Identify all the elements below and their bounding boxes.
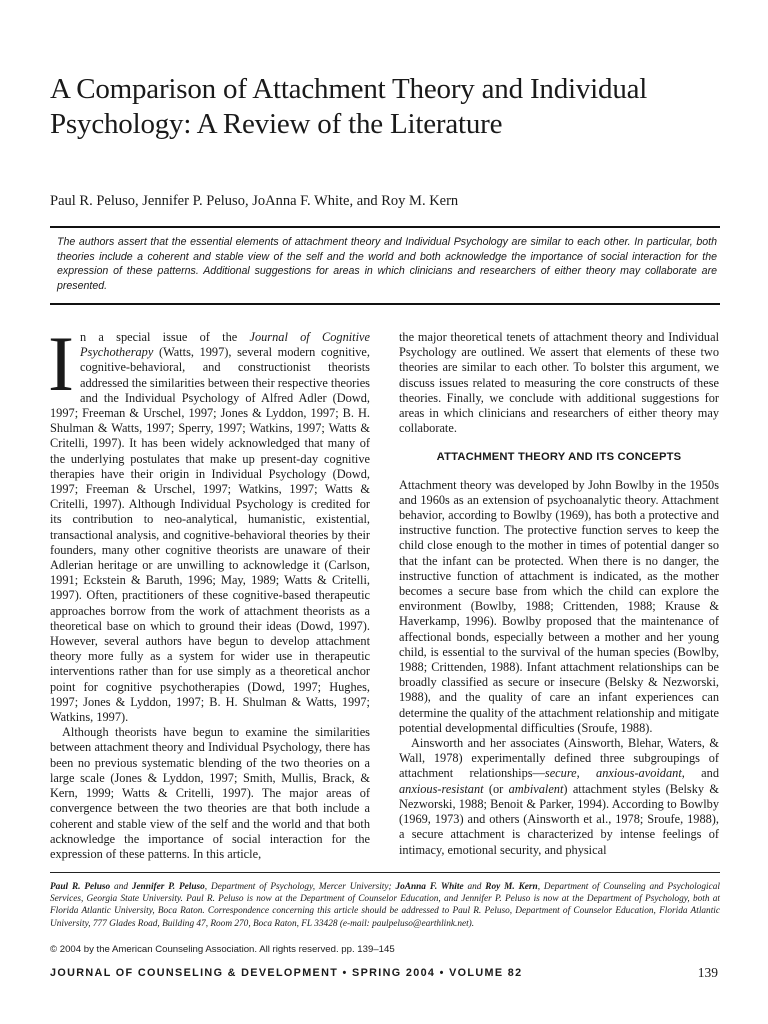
ainsworth-text-or: (or [483, 781, 509, 796]
left-column [48, 320, 370, 862]
article-title: A Comparison of Attachment Theory and Individual Psychology: A Review of the Literature [50, 73, 648, 140]
abstract-bottom-rule [50, 303, 720, 305]
copyright-notice: © 2004 by the American Counseling Association. All rights reserved. pp. 139–145 [50, 944, 395, 955]
continued-paragraph: the major theoretical tenets of attachment theory and Individual Psychology are outlined. We assert that elements of these two theories are similar to each other. To bolster this argument, we discuss issues related to measuring the core constructs of these theories. Finally, we conclude with additional suggestions for areas in which clinicians and researchers of either theory may collaborate. [399, 330, 719, 436]
page-number: 139 [697, 965, 718, 980]
abstract: The authors assert that the essential elements of attachment theory and Individual Psychology are similar to each other. In particular, both theories include a coherent and stable view of the self and the world and both acknowledge the importance of social interaction for the expression of these patterns. Additional suggestions for areas in which clinicians and researchers of either theory may collaborate are presented. [57, 236, 717, 293]
footnote-rule [50, 872, 720, 873]
journal-running-footer: JOURNAL OF COUNSELING & DEVELOPMENT • SPRING 2004 • VOLUME 82 [50, 967, 523, 979]
footnote-and-2: and [463, 882, 486, 892]
intro-text-start: n a special issue of the [79, 330, 250, 344]
journal-reference: Journal of Cognitive Psychotherapy [79, 330, 370, 360]
term-anxious-resistant: anxious-resistant [399, 781, 484, 796]
footnote-author-3: JoAnna F. White [395, 882, 464, 892]
author-list: Paul R. Peluso, Jennifer P. Peluso, JoAnna F. White, and Roy M. Kern [50, 193, 459, 209]
drop-cap: I [48, 320, 74, 407]
intro-text-rest: (Watts, 1997), several modern cognitive, cognitive-behavioral, and constructionist theorists addressed the similarities between their respective theories and the Individual Psychology of Alfred Adler (Dowd, 1997; Freeman & Urschel, 1997; Jones & Lyddon, 1997; B. H. Shulman & Watts, 1997; Sperry, 1997; Watkins, 1997; Watts & Critelli, 1997). It has been widely acknowledged that many of the underlying postulates that make up present-day cognitive therapies have their origin in Individual Psychology (Dowd, 1997; Freeman & Urschel, 1997; Watkins, 1997; Watts & Critelli, 1997). Although Individual Psychology is credited for its contribution to neo-analytical, humanistic, existential, transactional analysis, and cognitive-behavioral theories by their founders, many other cognitive theorists are unaware of their Adlerian heritage or are unwilling to acknowledge it (Carlson, 1991; Eckstein & Baruth, 1996; May, 1989; Watts & Critelli, 1997). Often, practitioners of these cognitive-based therapeutic approaches borrow from the work of attachment theorists as a theoretical base on which to ground their ideas (Dowd, 1997). However, several authors have begun to develop attachment theory more fully as a system for wider use in therapeutic interventions rather than for use simply as a theoretical anchor point for cognitive psychotherapies (Dowd, 1997; Hughes, 1997; Jones & Lyddon, 1997; B. H. Shulman & Watts, 1997; Watkins, 1997). [50, 345, 370, 725]
ainsworth-text-start: Ainsworth and her associates (Ainsworth, Blehar, Waters, & Wall, 1978) experimentally defined three subgroupings of attachment relationships— [399, 736, 719, 781]
second-paragraph: Although theorists have begun to examine the similarities between attachment theory and Individual Psychology, there has been no previous systematic blending of the two theories on a large scale (Jones & Lyddon, 1997; Smith, Mullis, Brack, & Kern, 1999; Watts & Critelli, 1997). The major areas of convergence between the two theories are that both include a coherent and stable view of the self and the world and that both acknowledge the importance of social interaction for the expression of these patterns. In this article, [50, 725, 370, 861]
footnote-author-4: Roy M. Kern [485, 882, 538, 892]
footnote-and-1: and [110, 882, 132, 892]
abstract-top-rule [50, 226, 720, 228]
footnote-author-1: Paul R. Peluso [50, 882, 111, 892]
term-secure: secure, anxious-avoidant [544, 766, 682, 781]
ainsworth-paragraph [399, 736, 719, 858]
footnote-author-2: Jennifer P. Peluso [131, 882, 205, 892]
intro-paragraph [48, 320, 370, 725]
attachment-paragraph: Attachment theory was developed by John Bowlby in the 1950s and 1960s as an extension of psychoanalytic theory. Attachment behavior, according to Bowlby (1969), has both a protective and instructive function. The protective function serves to keep the child close enough to the mother in times of potential danger so that the infant can be protected. When there is no danger, the instructive function of attachment is indicated, as the mother becomes a secure base from which the child can explore the environment (Bowlby, 1988; Crittenden, 1988; Krause & Haverkamp, 1996). Bowlby proposed that the maintenance of affectional bonds, especially between a mother and her young child, is essential to the survival of the human species (Bowlby, 1988; Crittenden, 1988). Infant attachment relationships can be broadly classified as secure or insecure (Belsky & Nezworski, 1988), and the quality of care an infant experiences can determine the quality of the attachment relationship and mitigate potential developmental difficulties (Sroufe, 1988). [399, 477, 719, 735]
ainsworth-text-end: ) attachment styles (Belsky & Nezworski, 1988; Benoit & Parker, 1994). According to Bowlby (1969, 1973) and others (Ainsworth et al., 1978; Sroufe, 1988), a secure attachment is characterized by intense feelings of intimacy, emotional security, and physical [399, 781, 719, 857]
author-footnote [50, 881, 720, 930]
ainsworth-text-and: , and [681, 766, 719, 781]
term-ambivalent: ambivalent [508, 781, 564, 796]
footnote-affiliation-1: , Department of Psychology, Mercer University; [204, 882, 396, 892]
section-heading: ATTACHMENT THEORY AND ITS CONCEPTS [436, 451, 682, 464]
footnote-affiliation-2: , Department of Counseling and Psychological Services, Georgia State University. Paul R. Peluso is now at the Department of Counselor Education, and Jennifer P. Peluso is now at the Department of Psychology, both at Florida Atlantic University, Boca Raton. Correspondence concerning this article should be addressed to Paul R. Peluso, Department of Counselor Education, Florida Atlantic University, 777 Glades Road, Building 47, Room 270, Boca Raton, FL 33428 (e-mail: paulpeluso@earthlink.net). [50, 882, 720, 929]
right-column [399, 330, 719, 858]
